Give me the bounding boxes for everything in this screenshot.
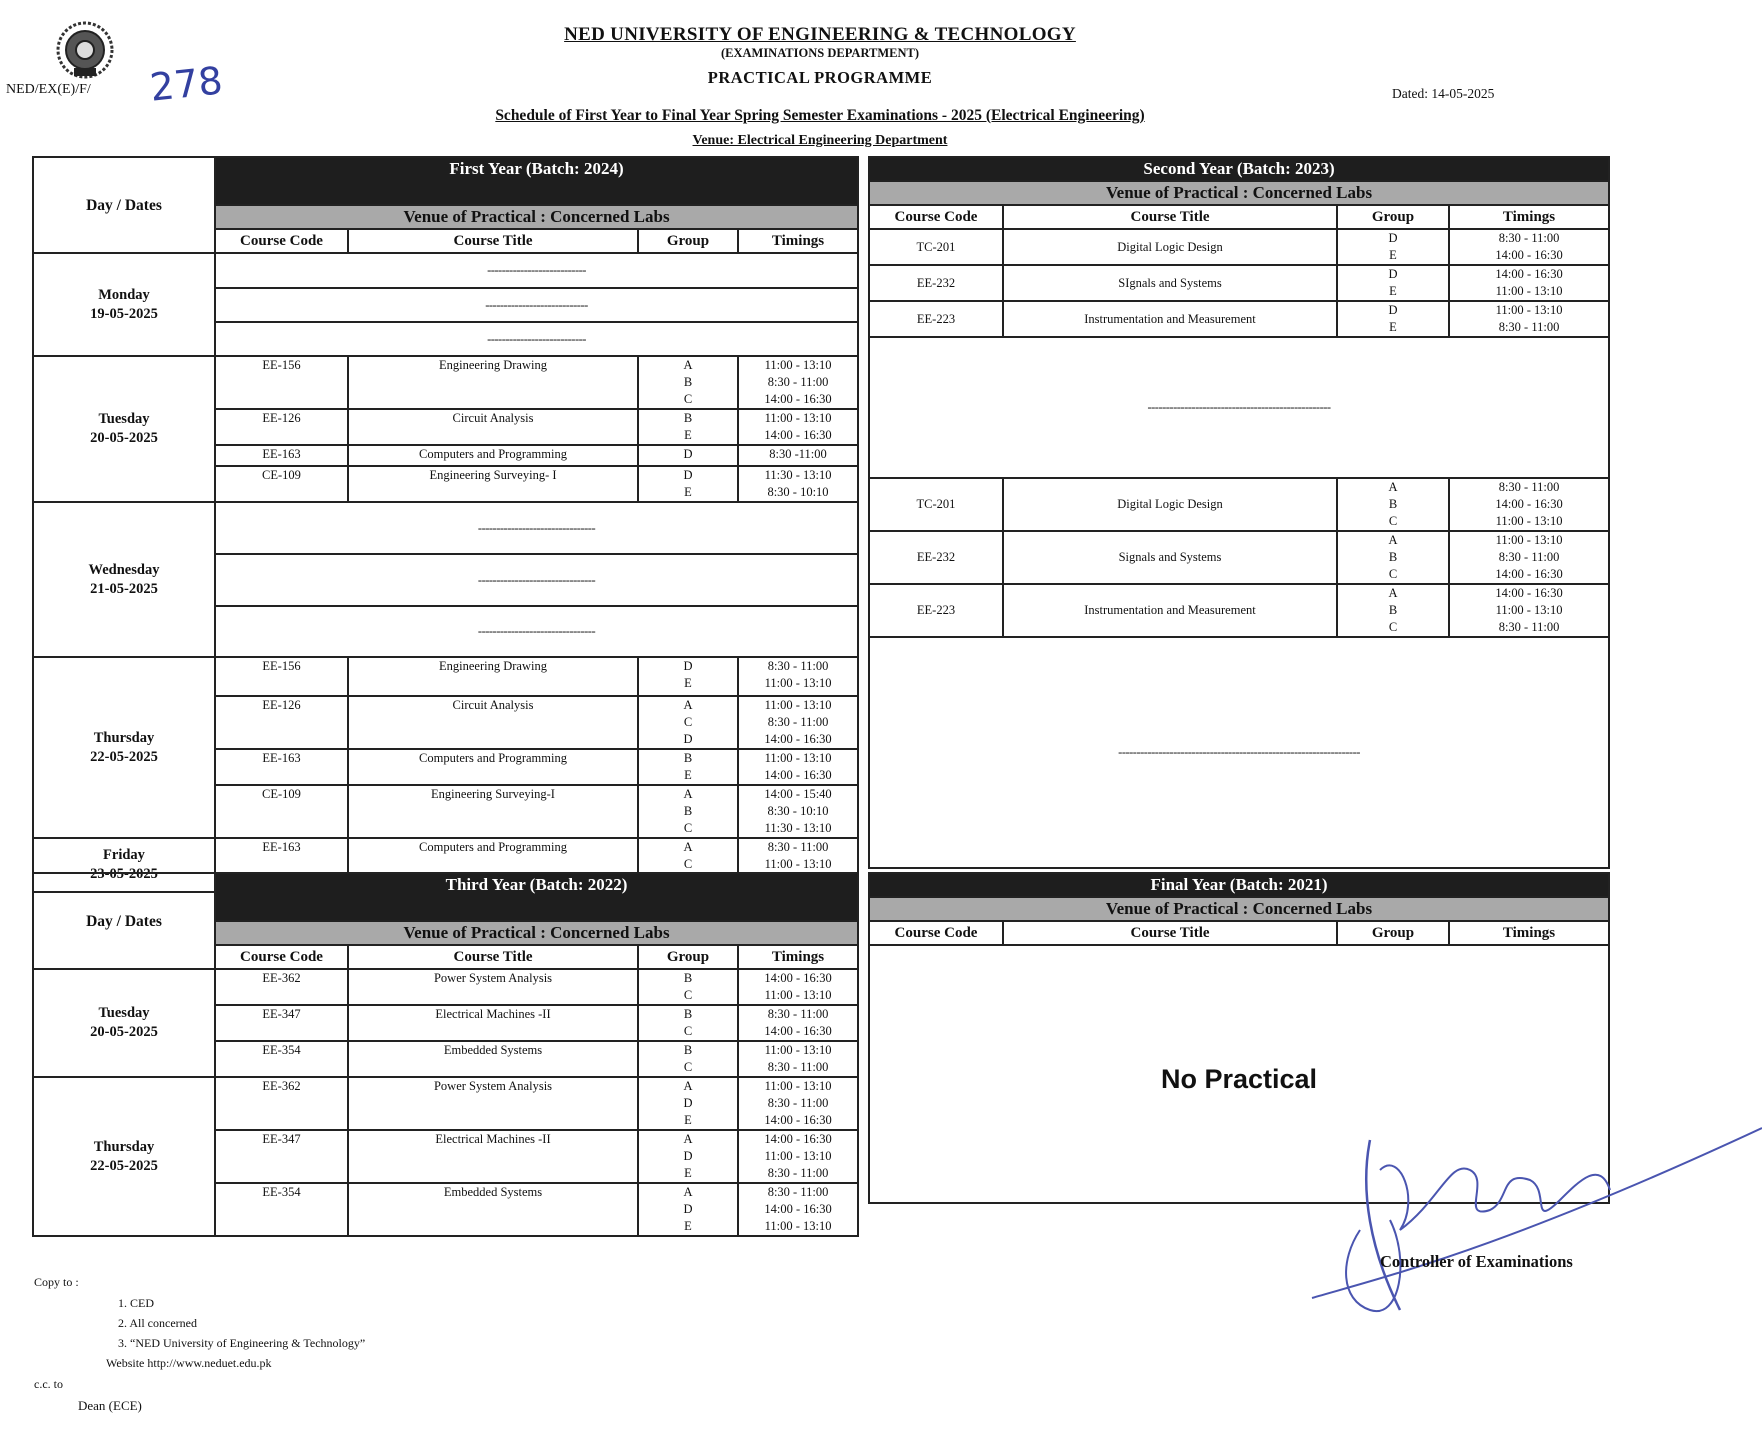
course-code: EE-163 — [215, 838, 348, 892]
course-code: EE-232 — [869, 531, 1003, 584]
group: A D E — [638, 1130, 738, 1183]
course-title: Circuit Analysis — [348, 696, 638, 749]
timings: 8:30 -11:00 — [738, 445, 858, 466]
day-name: Friday — [103, 847, 145, 863]
course-title: Instrumentation and Measurement — [1003, 301, 1337, 337]
day-date: 22-05-2025 — [90, 1157, 158, 1174]
timings: 14:00 - 16:30 11:00 - 13:10 8:30 - 11:00 — [738, 1130, 858, 1183]
timings: 14:00 - 16:30 11:00 - 13:10 8:30 - 11:00 — [1449, 584, 1609, 637]
timings: 11:00 - 13:10 14:00 - 16:30 — [738, 749, 858, 785]
col-course-title: Course Title — [1003, 205, 1337, 229]
group: A B C — [1337, 531, 1449, 584]
group: A D E — [638, 1077, 738, 1130]
group: A C — [638, 838, 738, 892]
no-practical-message: No Practical — [869, 945, 1609, 1203]
course-title: Instrumentation and Measurement — [1003, 584, 1337, 637]
timings: 14:00 - 16:30 11:00 - 13:10 — [738, 969, 858, 1005]
second-year-title: Second Year (Batch: 2023) — [869, 157, 1609, 181]
col-course-code: Course Code — [215, 945, 348, 969]
group: B C — [638, 969, 738, 1005]
controller-signature — [1300, 1110, 1762, 1340]
empty-slot: -------------------------------- — [215, 606, 858, 657]
day-name: Monday — [98, 286, 150, 303]
col-group: Group — [1337, 205, 1449, 229]
course-code: CE-109 — [215, 785, 348, 838]
course-title: Circuit Analysis — [348, 409, 638, 445]
empty-slot: -------------------------------------------------- — [869, 337, 1609, 478]
timings: 11:30 - 13:10 8:30 - 10:10 — [738, 466, 858, 502]
day-dates-header: Day / Dates — [33, 873, 215, 969]
course-title: Electrical Machines -II — [348, 1130, 638, 1183]
group: B E — [638, 749, 738, 785]
day-name: Tuesday — [98, 411, 150, 427]
course-code: EE-362 — [215, 969, 348, 1005]
day-cell — [33, 969, 215, 1077]
group: B C — [638, 1041, 738, 1077]
course-code: EE-223 — [869, 301, 1003, 337]
course-title: Engineering Surveying- I — [348, 466, 638, 502]
group: B E — [638, 409, 738, 445]
course-title: Embedded Systems — [348, 1183, 638, 1236]
timings: 11:00 - 13:10 8:30 - 11:00 — [738, 1041, 858, 1077]
group: A C D — [638, 696, 738, 749]
day-name: Thursday — [93, 729, 155, 746]
day-cell — [33, 502, 215, 657]
venue-of-practical: Venue of Practical : Concerned Labs — [869, 897, 1609, 921]
timings: 11:00 - 13:10 8:30 - 11:00 14:00 - 16:30 — [738, 356, 858, 409]
venue-of-practical: Venue of Practical : Concerned Labs — [869, 181, 1609, 205]
first-year-title: First Year (Batch: 2024) — [215, 157, 858, 205]
group: D — [638, 445, 738, 466]
timings: 11:00 - 13:10 8:30 - 11:00 14:00 - 16:30 — [1449, 531, 1609, 584]
day-cell — [33, 657, 215, 838]
second-year-table — [868, 156, 1610, 869]
col-course-title: Course Title — [348, 945, 638, 969]
col-group: Group — [1337, 921, 1449, 945]
empty-slot: -------------------------------- — [215, 554, 858, 606]
day-date: 21-05-2025 — [90, 580, 158, 597]
third-year-table — [32, 872, 859, 1237]
course-code: EE-354 — [215, 1041, 348, 1077]
day-name: Thursday — [93, 1138, 155, 1155]
col-timings: Timings — [738, 945, 858, 969]
venue-line: Venue: Electrical Engineering Department — [692, 133, 948, 148]
col-course-title: Course Title — [348, 229, 638, 253]
timings: 14:00 - 16:30 11:00 - 13:10 — [1449, 265, 1609, 301]
copy-item: 2. All concerned — [118, 1316, 197, 1330]
course-code: EE-126 — [215, 409, 348, 445]
day-date: 22-05-2025 — [90, 748, 158, 765]
col-course-code: Course Code — [869, 921, 1003, 945]
website-line: Website http://www.neduet.edu.pk — [106, 1356, 272, 1370]
day-date: 23-05-2025 — [90, 866, 158, 882]
course-title: Computers and Programming — [348, 838, 638, 892]
course-code: EE-126 — [215, 696, 348, 749]
col-group: Group — [638, 229, 738, 253]
timings: 11:00 - 13:10 8:30 - 11:00 14:00 - 16:30 — [738, 1077, 858, 1130]
group: A B C — [1337, 478, 1449, 531]
course-title: Computers and Programming — [348, 445, 638, 466]
group: A B C — [1337, 584, 1449, 637]
timings: 11:00 - 13:10 8:30 - 11:00 14:00 - 16:30 — [738, 696, 858, 749]
course-code: EE-223 — [869, 584, 1003, 637]
timings: 11:00 - 13:10 8:30 - 11:00 — [1449, 301, 1609, 337]
course-code: EE-232 — [869, 265, 1003, 301]
group: A B C — [638, 785, 738, 838]
empty-slot: ---------------------------- — [215, 288, 858, 322]
day-date: 19-05-2025 — [90, 305, 158, 322]
course-title: SIgnals and Systems — [1003, 265, 1337, 301]
copy-item: 3. “NED University of Engineering & Technology” — [118, 1336, 366, 1350]
day-dates-header: Day / Dates — [33, 157, 215, 253]
day-cell — [33, 253, 215, 356]
venue-of-practical: Venue of Practical : Concerned Labs — [215, 205, 858, 229]
empty-slot: ------------------------------------------------------------------ — [869, 637, 1609, 868]
final-year-title: Final Year (Batch: 2021) — [869, 873, 1609, 897]
third-year-title: Third Year (Batch: 2022) — [215, 873, 858, 921]
course-title: Engineering Drawing — [348, 657, 638, 696]
timings: 8:30 - 11:00 14:00 - 16:30 — [1449, 229, 1609, 265]
col-timings: Timings — [738, 229, 858, 253]
controller-title: Controller of Examinations — [1380, 1252, 1573, 1271]
day-cell — [33, 1077, 215, 1236]
course-title: Power System Analysis — [348, 969, 638, 1005]
course-code: EE-362 — [215, 1077, 348, 1130]
timings: 8:30 - 11:00 11:00 - 13:10 — [738, 657, 858, 696]
cc-to-label: c.c. to — [34, 1377, 63, 1391]
day-date: 20-05-2025 — [90, 430, 158, 446]
col-group: Group — [638, 945, 738, 969]
course-code: EE-354 — [215, 1183, 348, 1236]
copy-to-label: Copy to : — [34, 1275, 79, 1289]
handwritten-number: 278 — [147, 58, 225, 110]
group: D E — [638, 466, 738, 502]
col-course-title: Course Title — [1003, 921, 1337, 945]
timings: 8:30 - 11:00 14:00 - 16:30 11:00 - 13:10 — [738, 1183, 858, 1236]
department-name: (EXAMINATIONS DEPARTMENT) — [720, 46, 920, 60]
course-code: EE-163 — [215, 749, 348, 785]
university-name: NED UNIVERSITY OF ENGINEERING & TECHNOLOGY — [564, 24, 1076, 45]
timings: 8:30 - 11:00 14:00 - 16:30 11:00 - 13:10 — [1449, 478, 1609, 531]
group: D E — [638, 657, 738, 696]
day-cell — [33, 356, 215, 502]
timings: 11:00 - 13:10 14:00 - 16:30 — [738, 409, 858, 445]
course-code: TC-201 — [869, 478, 1003, 531]
group: D E — [1337, 265, 1449, 301]
empty-slot: -------------------------------- — [215, 502, 858, 554]
course-code: EE-156 — [215, 356, 348, 409]
col-timings: Timings — [1449, 205, 1609, 229]
course-title: Engineering Surveying-I — [348, 785, 638, 838]
timings: 8:30 - 11:00 14:00 - 16:30 — [738, 1005, 858, 1041]
course-code: EE-347 — [215, 1130, 348, 1183]
date-label: Dated: 14-05-2025 — [1392, 86, 1495, 101]
copy-item: 1. CED — [118, 1296, 154, 1310]
course-code: EE-163 — [215, 445, 348, 466]
course-title: Electrical Machines -II — [348, 1005, 638, 1041]
reference-number: NED/EX(E)/F/ — [6, 82, 91, 97]
course-title: Embedded Systems — [348, 1041, 638, 1077]
course-title: Digital Logic Design — [1003, 229, 1337, 265]
col-course-code: Course Code — [215, 229, 348, 253]
course-code: TC-201 — [869, 229, 1003, 265]
group: A D E — [638, 1183, 738, 1236]
course-title: Digital Logic Design — [1003, 478, 1337, 531]
col-course-code: Course Code — [869, 205, 1003, 229]
day-name: Wednesday — [88, 561, 160, 578]
empty-slot: --------------------------- — [215, 253, 858, 288]
programme-title: PRACTICAL PROGRAMME — [707, 68, 933, 87]
course-title: Computers and Programming — [348, 749, 638, 785]
col-timings: Timings — [1449, 921, 1609, 945]
course-title: Engineering Drawing — [348, 356, 638, 409]
schedule-title: Schedule of First Year to Final Year Spring Semester Examinations - 2025 (Electrical Engineering) — [495, 107, 1145, 124]
empty-slot: --------------------------- — [215, 322, 858, 356]
timings: 8:30 - 11:00 11:00 - 13:10 — [738, 838, 858, 892]
course-code: EE-156 — [215, 657, 348, 696]
day-name: Tuesday — [98, 1005, 150, 1021]
first-year-table — [32, 156, 859, 893]
group: D E — [1337, 229, 1449, 265]
day-date: 20-05-2025 — [90, 1024, 158, 1040]
timings: 14:00 - 15:40 8:30 - 10:10 11:30 - 13:10 — [738, 785, 858, 838]
cc-name: Dean (ECE) — [78, 1398, 142, 1413]
venue-of-practical: Venue of Practical : Concerned Labs — [215, 921, 858, 945]
course-title: Signals and Systems — [1003, 531, 1337, 584]
course-code: EE-347 — [215, 1005, 348, 1041]
group: A B C — [638, 356, 738, 409]
group: D E — [1337, 301, 1449, 337]
course-title: Power System Analysis — [348, 1077, 638, 1130]
group: B C — [638, 1005, 738, 1041]
course-code: CE-109 — [215, 466, 348, 502]
